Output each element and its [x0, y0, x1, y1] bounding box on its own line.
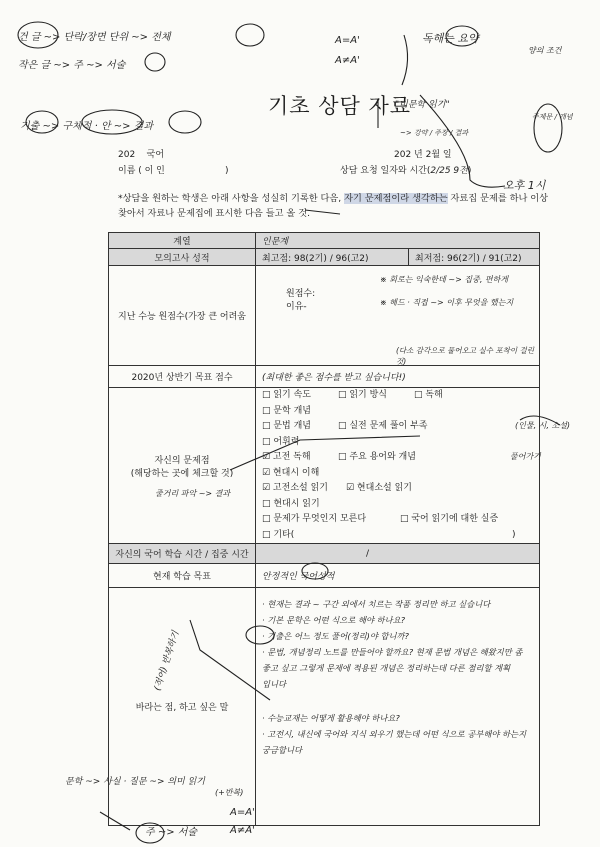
option[interactable]: □ 문법 개념	[262, 421, 312, 431]
option-other[interactable]: □ 기타(	[262, 529, 295, 540]
note-top-left-1: 건 글 ~> 단락/장면 단위 ~> 전체	[18, 32, 171, 43]
row-study-goal: 현재 학습 목표 안정적인 국어성적	[109, 564, 540, 588]
row-mock-exam: 모의고사 성적 최고점: 98(2기) / 96(고2) 최저점: 96(2기) / 91(고2)	[109, 249, 540, 266]
note-bottom-4: 주 ~> 서술	[145, 827, 198, 838]
option[interactable]: □ 실전 문제 풀이 부족	[338, 421, 428, 431]
note-reason: (다소 감각으로 풀어오고 실수 포착이 걸린 것)	[396, 346, 535, 366]
option[interactable]: □ 읽기 방식	[338, 390, 388, 400]
note-equation-2: A≠A'	[335, 55, 360, 66]
circle-mark	[236, 24, 264, 46]
note-score-1: ※ 회로는 익숙한데 ~> 집중, 편하게	[380, 275, 509, 284]
brace-mark	[402, 35, 408, 85]
row-target-score: 2020년 상반기 목표 점수 (최대한 좋은 점수를 받고 싶습니다!)	[109, 366, 540, 388]
arrow-line	[190, 620, 270, 700]
bracket-mark	[520, 416, 560, 425]
arrow-line	[420, 95, 505, 187]
row-track: 계열 인문계	[109, 233, 540, 249]
note-problem-2: 풀어가기	[510, 452, 541, 461]
circle-mark	[136, 823, 164, 843]
note-top-left-2: 작은 글 ~> 주 ~> 서술	[18, 60, 126, 71]
circle-mark	[446, 26, 478, 46]
arrow-line	[100, 812, 130, 830]
note-wish-margin: (적어) 반복하기	[152, 629, 182, 693]
note-nonfiction: "비문학 읽기"	[395, 100, 450, 110]
option[interactable]: □ 어휘력	[262, 436, 300, 447]
best-score: 최고점: 98(2기) / 96(고2)	[256, 249, 409, 266]
wishes-text: · 현재는 결과 ~ 구간 외에서 치르는 작품 정리만 하고 싶습니다 · 기본 문학은 어떤 식으로 해야 하나요? · 기출은 어느 정도 풀어(정리)야 합니까? · 문법, 개념정리 노트를 만들어야 할까요? 현재 문법 개념은 해왔지만 좀 좋고 싶고 그렇게 문제에 적용된 개념은 정리하는데 다른 점리할 계획 입니다 · 수능교재는 어떻게 활용해야 하나요? · 고전시, 내신에 국어와 지식 외우기 했는데 어떤 식으로 공부해야 하는지 궁금합니다	[256, 588, 540, 826]
circle-mark	[18, 22, 58, 48]
note-left-margin: 줄거리 파악 ~> 결과	[155, 489, 231, 498]
note-bottom-1: 문학 ~> 사실 · 질문 ~> 의미 읽기	[65, 777, 205, 787]
option[interactable]: □ 주요 용어와 개념	[338, 452, 416, 462]
row-problems: 자신의 문제점 (해당하는 곳에 체크할 것) □ 읽기 속도 □ 읽기 방식 □ 독해□ 문학 개념 □ 문법 개념 □ 실전 문제 풀이 부족□ 어휘력 ☑ 고전 독해 □ 주요 용어와 개념☑ 현대시 이해 ☑ 고전소설 읽기 ☑ 현대소설 읽기□ 현대시 읽기 □ 문제가 무엇인지 모른다 □ 국어 읽기에 대한 실증 □ 기타( )	[109, 388, 540, 544]
circle-mark	[246, 626, 274, 644]
option[interactable]: □ 읽기 속도	[262, 390, 312, 400]
option[interactable]: ☑ 고전 독해	[262, 452, 311, 462]
page-title: 기초 상담 자료	[268, 94, 412, 118]
row-study-time: 자신의 국어 학습 시간 / 집중 시간 /	[109, 544, 540, 564]
option[interactable]: ☑ 고전소설 읽기	[262, 483, 328, 493]
note-bottom-5: (+반복)	[215, 788, 244, 797]
option[interactable]: □ 문학 개념	[262, 405, 312, 416]
option[interactable]: □ 현대시 읽기	[262, 498, 320, 509]
request-field: 상담 요청 일자와 시간(2/25 9전)	[340, 166, 472, 176]
option[interactable]: □ 문제가 무엇인지 모른다	[262, 514, 367, 524]
circle-mark	[82, 110, 142, 134]
note-strength: ~> 강약 / 주장 / 결과	[400, 129, 469, 137]
circle-mark	[145, 53, 165, 71]
row-wishes: 바라는 점, 하고 싶은 말 · 현재는 결과 ~ 구간 외에서 치르는 작품 정리만 하고 싶습니다 · 기본 문학은 어떤 식으로 해야 하나요? · 기출은 어느 정도 풀어(정리)야 합니까? · 문법, 개념정리 노트를 만들어야 할까요? 현재 문법 개념은 해왔지만 좀 좋고 싶고 그렇게 문제에 적용된 개념은 정리하는데 다른 점리할 계획 입니다 · 수능교재는 어떻게 활용해야 하나요? · 고전시, 내신에 국어와 지식 외우기 했는데 어떤 식으로 공부해야 하는지 궁금합니다	[109, 588, 540, 826]
note-score-2: ※ 헤드 · 직접 ~> 이후 무엇을 했는지	[380, 298, 514, 307]
option[interactable]: ☑ 현대소설 읽기	[346, 483, 412, 493]
note-reading-summary: 독해는 요약	[422, 32, 479, 45]
track-value: 인문계	[256, 233, 540, 249]
arrow-line	[230, 436, 420, 470]
circle-mark	[534, 104, 562, 152]
year-label: 202 국어	[118, 150, 165, 160]
problem-checklist: □ 읽기 속도 □ 읽기 방식 □ 독해□ 문학 개념 □ 문법 개념 □ 실전 문제 풀이 부족□ 어휘력 ☑ 고전 독해 □ 주요 용어와 개념☑ 현대시 이해 ☑ 고전소설 읽기 ☑ 현대소설 읽기□ 현대시 읽기 □ 문제가 무엇인지 모른다 □ 국어 읽기에 대한 실증 □ 기타( )	[256, 388, 540, 544]
circle-mark	[26, 111, 58, 133]
note-conditions: 양의 조건	[528, 46, 562, 55]
circle-mark	[302, 563, 328, 579]
circle-mark	[169, 111, 201, 133]
worst-score: 최저점: 96(2기) / 91(고2)	[409, 249, 540, 266]
note-bottom-3: A≠A'	[230, 825, 255, 836]
row-last-exam: 지난 수능 원점수(가장 큰 어려움 원점수: 이유-	[109, 266, 540, 366]
option[interactable]: ☑ 현대시 이해	[262, 467, 320, 478]
option[interactable]: □ 국어 읽기에 대한 실증	[400, 514, 499, 524]
note-time: 오후 1시	[503, 179, 546, 192]
name-field: 이름 ( 이 인 )	[118, 166, 229, 176]
option[interactable]: □ 독해	[414, 390, 443, 400]
underline-mark	[305, 210, 340, 214]
note-left-side: 기출 ~> 구체적 · 안 ~> 결과	[20, 121, 154, 132]
date-field: 202 년 2월 일	[394, 150, 452, 160]
note-bottom-2: A=A'	[230, 807, 255, 818]
instructions: *상담을 원하는 학생은 아래 사항을 성실히 기록한 다음, 자기 문제점이라 생각하는 자료집 문제를 하나 이상 찾아서 자료나 문제집에 표시한 다음 들고 올 것.	[118, 193, 549, 219]
note-problem: (인물, 시, 소설)	[515, 421, 571, 430]
note-equation-1: A=A'	[335, 35, 360, 46]
note-right-corner: 주제문 / 개념	[532, 113, 573, 121]
